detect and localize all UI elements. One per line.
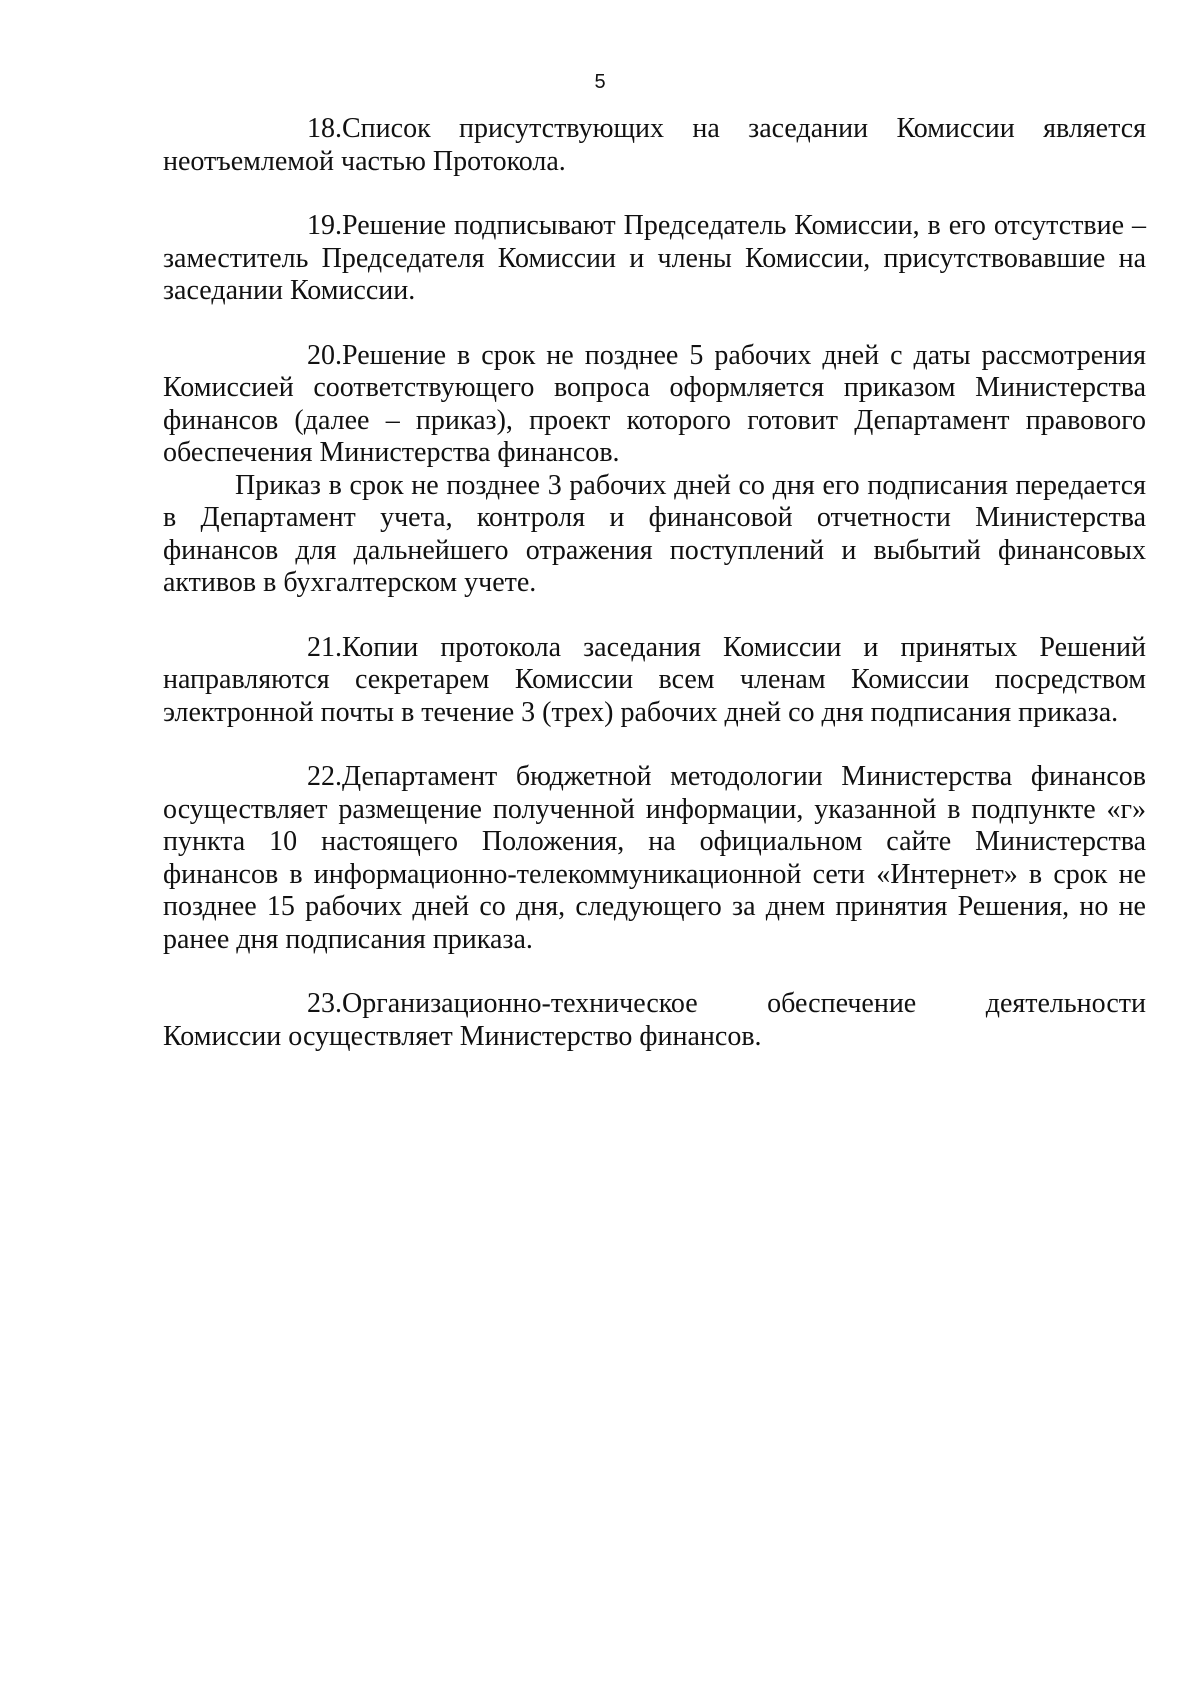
paragraph-item-21 — [163, 632, 1146, 730]
paragraph-item-22 — [163, 761, 1146, 956]
item-number: 21. — [307, 631, 342, 663]
item-number: 23. — [307, 988, 342, 1019]
item-number: 19. — [307, 210, 342, 241]
item-text: Решение в срок не позднее 5 рабочих дней с даты рассмотрения Комиссией соответствующего вопроса оформляется приказом Министерства финансов (далее – приказ), проект которого готовит Департамент правового обеспечения Министерства финансов. — [163, 339, 1146, 468]
item-text: Решение подписывают Председатель Комиссии, в его отсутствие – заместитель Председателя Комиссии и члены Комиссии, присутствовавшие на заседании Комиссии. — [163, 210, 1146, 306]
paragraph-item-19 — [163, 210, 1146, 308]
item-number: 20. — [307, 339, 342, 371]
page-number: 5 — [594, 71, 606, 93]
paragraph-item-20 — [163, 340, 1146, 470]
item-text: Департамент бюджетной методологии Министерства финансов осуществляет размещение полученной информации, указанной в подпункте «г» пункта 10 настоящего Положения, на официальном сайте Министерства финансов в информационно-телекоммуникационной сети «Интернет» в срок не позднее 15 рабочих дней со дня, следующего за днем принятия Решения, но не ранее дня подписания приказа. — [163, 761, 1146, 955]
paragraph-item-20-continuation — [163, 470, 1146, 600]
item-text: Копии протокола заседания Комиссии и принятых Решений направляются секретарем Комиссии всем членам Комиссии посредством электронной почты в течение 3 (трех) рабочих дней со дня подписания приказа. — [163, 631, 1146, 728]
item-text: Организационно-техническое обеспечение деятельности Комиссии осуществляет Министерство финансов. — [163, 988, 1146, 1052]
item-text: Приказ в срок не позднее 3 рабочих дней со дня его подписания передается в Департамент учета, контроля и финансовой отчетности Министерства финансов для дальнейшего отражения поступлений и выбытий финансовых активов в бухгалтерском учете. — [163, 469, 1146, 598]
document-body — [163, 113, 1146, 1053]
item-text: Список присутствующих на заседании Комиссии является неотъемлемой частью Протокола. — [163, 113, 1146, 177]
paragraph-item-18 — [163, 113, 1146, 178]
item-number: 22. — [307, 761, 342, 792]
item-number: 18. — [307, 113, 342, 144]
paragraph-item-23 — [163, 988, 1146, 1053]
